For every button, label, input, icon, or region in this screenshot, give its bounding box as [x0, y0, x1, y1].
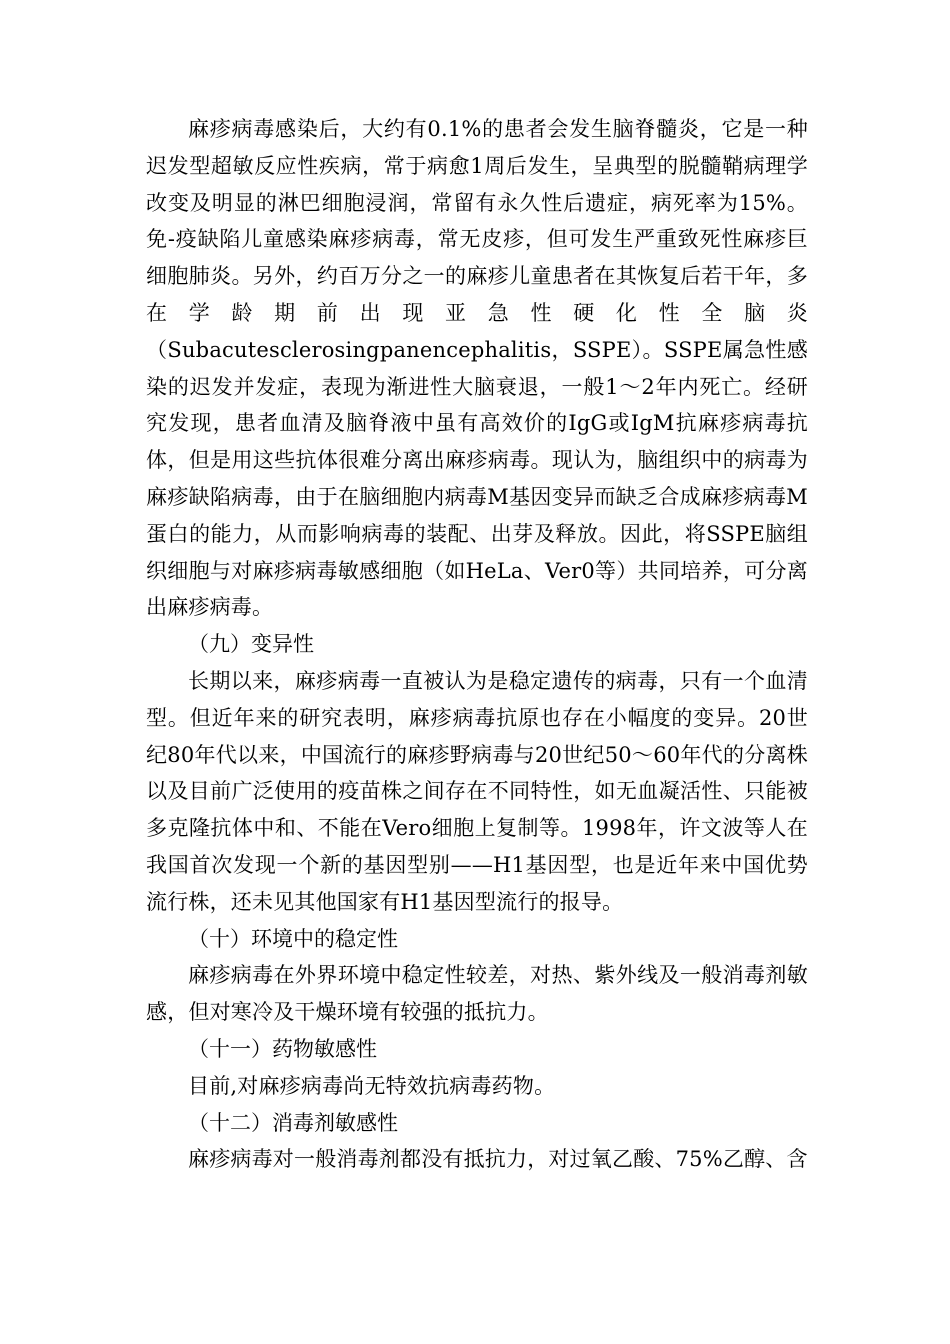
heading-drug-sensitivity: （十一）药物敏感性	[188, 1036, 377, 1061]
heading-variability: （九）变异性	[188, 632, 314, 657]
paragraph-drug-sensitivity: 目前,对麻疹病毒尚无特效抗病毒药物。	[188, 1073, 556, 1098]
paragraph-variability: 长期以来，麻疹病毒一直被认为是稳定遗传的病毒，只有一个血清型。但近年来的研究表明，麻疹病毒抗原也存在小幅度的变异。20世纪80年代以来，中国流行的麻疹野病毒与20世纪50～60年代的分离株以及目前广泛使用的疫苗株之间存在不同特性，如无血凝活性、只能被多克隆抗体中和、不能在Vero细胞上复制等。1998年，许文波等人在我国首次发现一个新的基因型别——H1基因型，也是近年来中国优势流行株，还未见其他国家有H1基因型流行的报导。	[146, 668, 808, 914]
heading-disinfectant-sensitivity: （十二）消毒剂敏感性	[188, 1110, 398, 1135]
heading-environmental-stability: （十）环境中的稳定性	[188, 926, 398, 951]
paragraph-environmental-stability: 麻疹病毒在外界环境中稳定性较差，对热、紫外线及一般消毒剂敏感，但对寒冷及干燥环境有较强的抵抗力。	[146, 963, 808, 1025]
document-body	[146, 111, 808, 1178]
paragraph-disinfectant-sensitivity: 麻疹病毒对一般消毒剂都没有抵抗力，对过氧乙酸、75%乙醇、含	[188, 1147, 808, 1172]
paragraph-encephalitis: 麻疹病毒感染后，大约有0.1%的患者会发生脑脊髓炎，它是一种迟发型超敏反应性疾病，常于病愈1周后发生，呈典型的脱髓鞘病理学改变及明显的淋巴细胞浸润，常留有永久性后遗症，病死率为15%。免-疫缺陷儿童感染麻疹病毒，常无皮疹，但可发生严重致死性麻疹巨细胞肺炎。另外，约百万分之一的麻疹儿童患者在其恢复后若干年，多在学龄期前出现亚急性硬化性全脑炎（Subacutesclerosingpanencephalitis，SSPE）。SSPE属急性感染的迟发并发症，表现为渐进性大脑衰退，一般1～2年内死亡。经研究发现，患者血清及脑脊液中虽有高效价的IgG或IgM抗麻疹病毒抗体，但是用这些抗体很难分离出麻疹病毒。现认为，脑组织中的病毒为麻疹缺陷病毒，由于在脑细胞内病毒M基因变异而缺乏合成麻疹病毒M蛋白的能力，从而影响病毒的装配、出芽及释放。因此，将SSPE脑组织细胞与对麻疹病毒敏感细胞（如HeLa、Ver0等）共同培养，可分离出麻疹病毒。	[146, 117, 808, 620]
